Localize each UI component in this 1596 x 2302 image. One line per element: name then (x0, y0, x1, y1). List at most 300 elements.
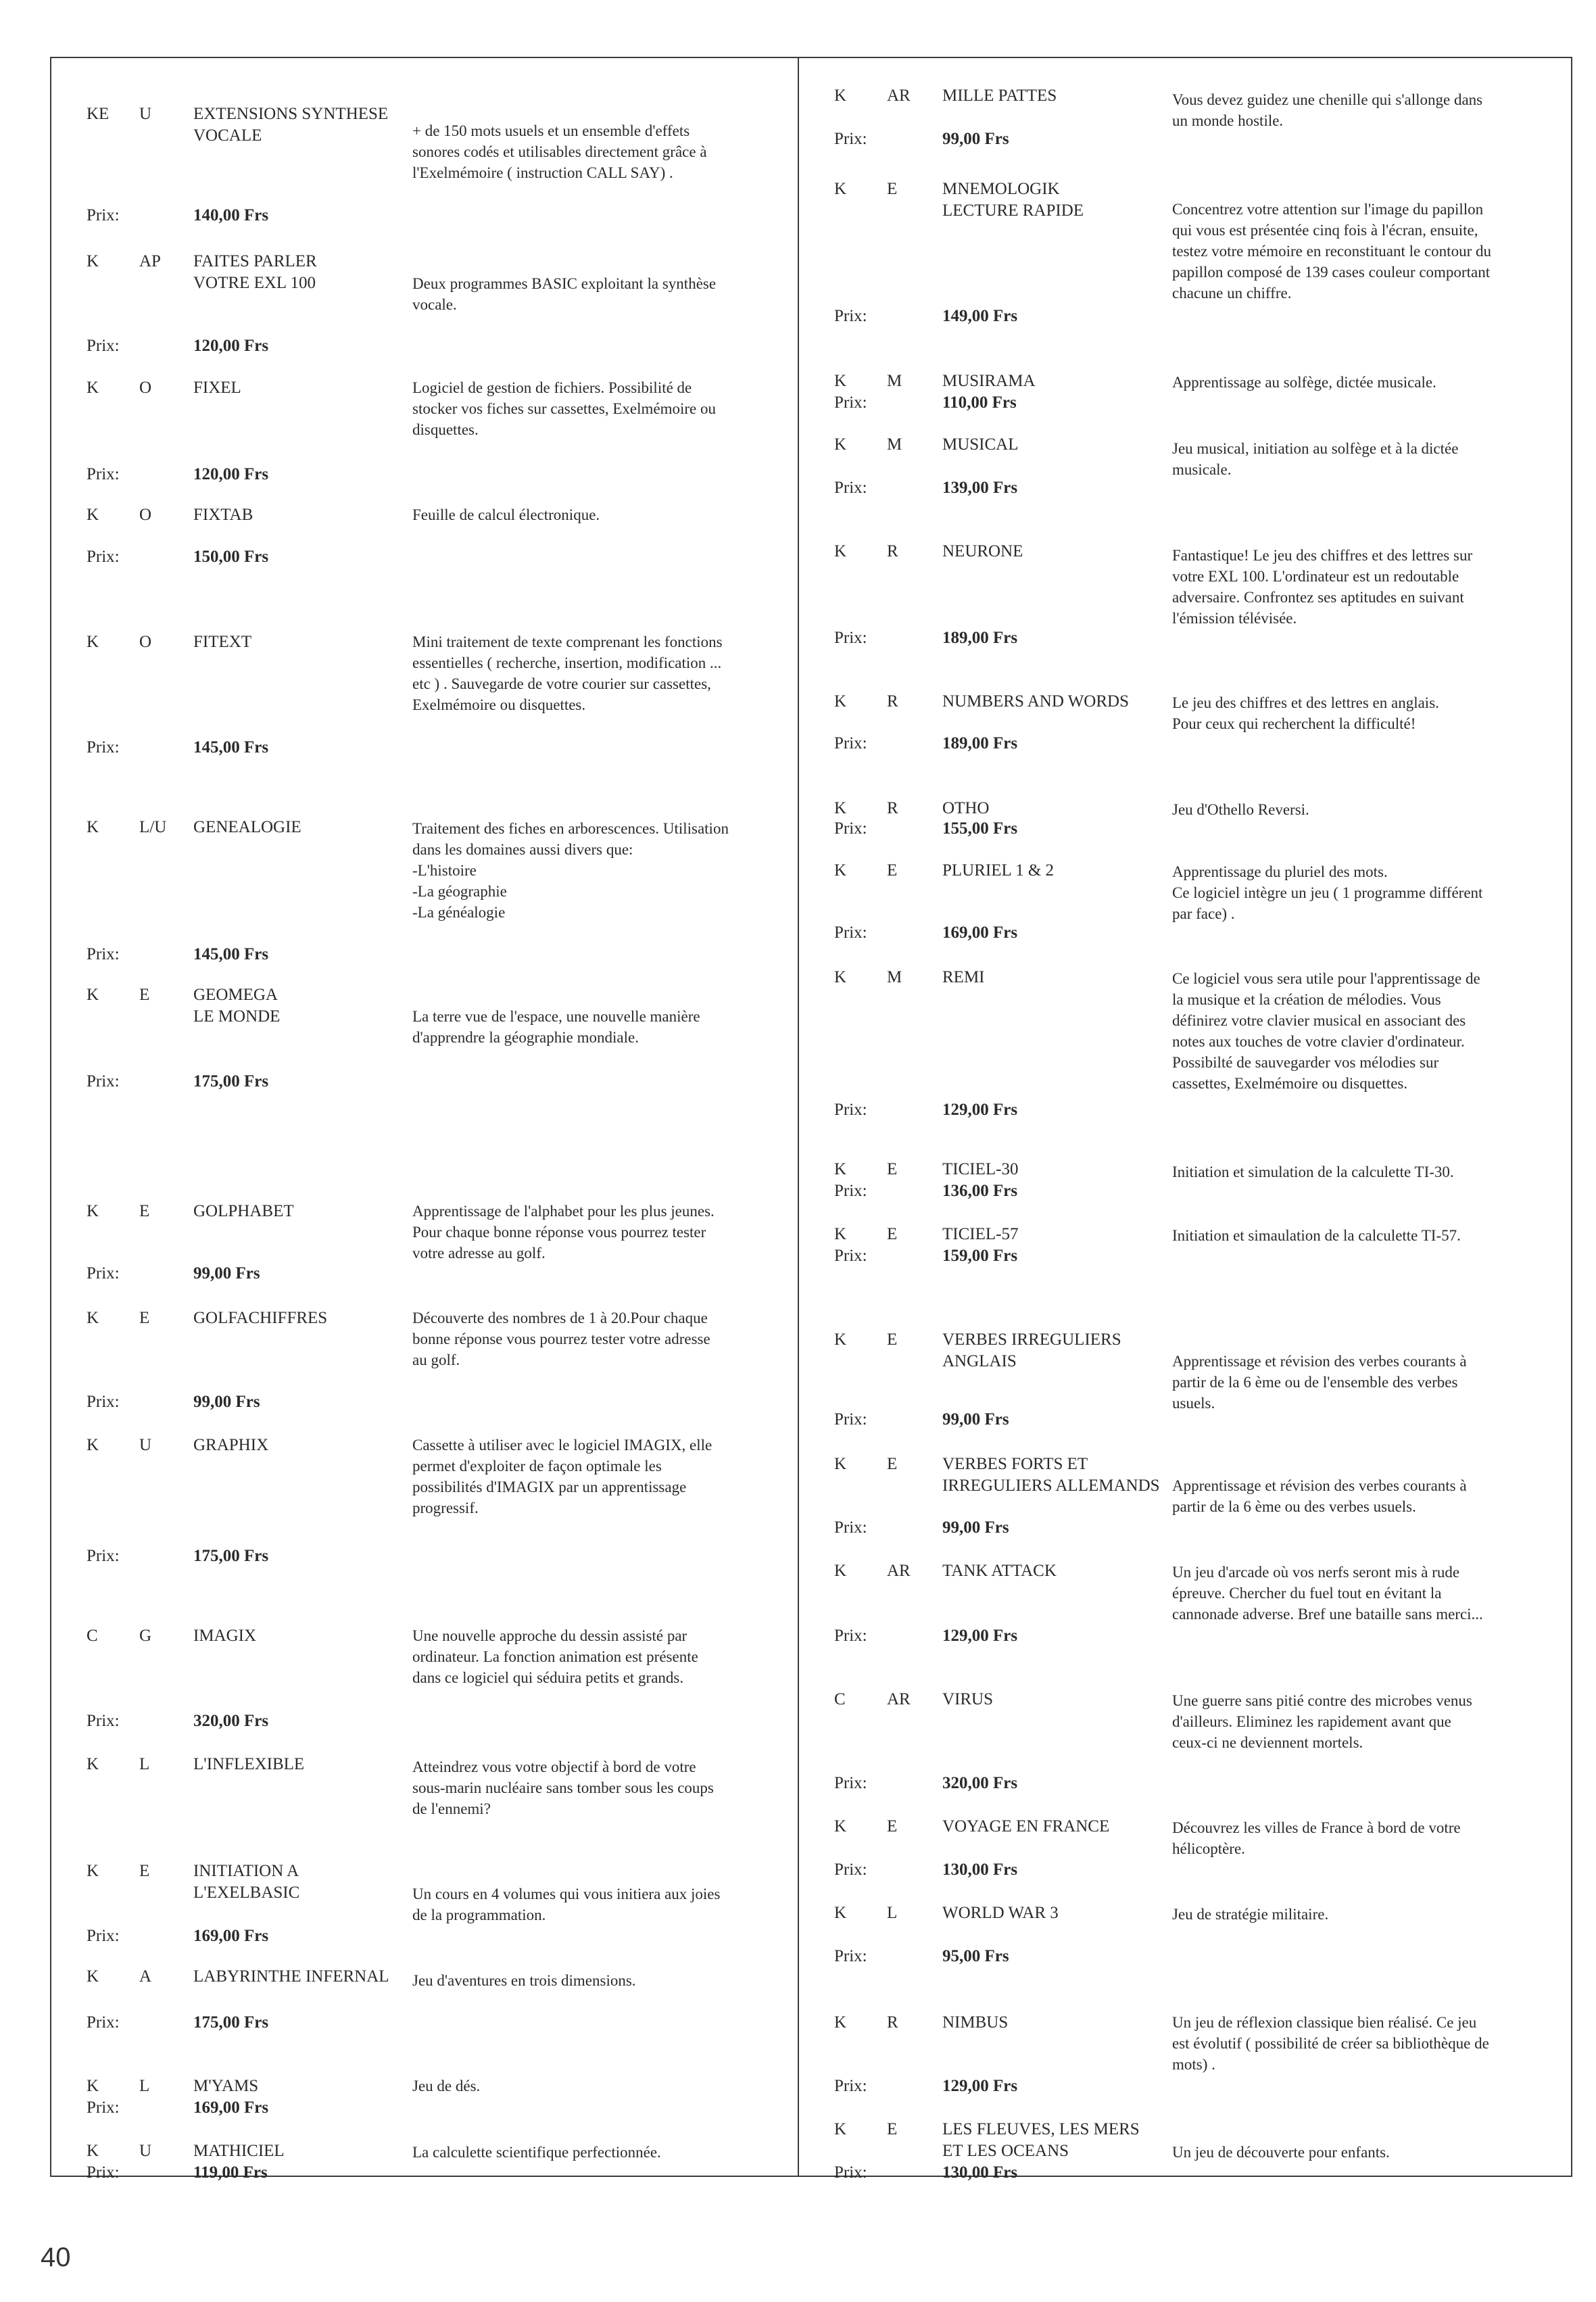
software-title (942, 860, 1054, 882)
description-line: testez votre mémoire en reconstituant le contour du (1172, 243, 1491, 260)
format-code: K (87, 2077, 99, 2095)
format-code: K (834, 861, 847, 880)
software-title-line: VERBES IRREGULIERS (942, 1330, 1121, 1349)
format-code: K (834, 968, 847, 986)
format-code: K (87, 379, 99, 397)
price-value: 175,00 Frs (193, 2013, 269, 2032)
software-title (942, 1689, 993, 1710)
software-title-line: TANK ATTACK (942, 1562, 1057, 1580)
software-title-line: MNEMOLOGIK (942, 180, 1060, 198)
software-title (942, 178, 1084, 222)
format-code: K (834, 799, 847, 817)
format-code: K (834, 2120, 847, 2138)
software-title-line: ET LES OCEANS (942, 2142, 1069, 2160)
price-label: Prix: (834, 1774, 867, 1792)
software-title-line: VOYAGE EN FRANCE (942, 1817, 1110, 1836)
price-value: 136,00 Frs (942, 1182, 1018, 1200)
category-code: E (887, 1817, 898, 1836)
description-line: musicale. (1172, 461, 1232, 478)
description-line: Une guerre sans pitié contre des microbes venus (1172, 1692, 1472, 1709)
description-line: l'émission télévisée. (1172, 610, 1297, 627)
price-value: 189,00 Frs (942, 734, 1018, 752)
price-label: Prix: (87, 1712, 120, 1730)
price-label: Prix: (834, 1627, 867, 1645)
price-value: 130,00 Frs (942, 1861, 1018, 1879)
price-value: 159,00 Frs (942, 1247, 1018, 1265)
description-line: Initiation et simulation de la calculette TI-30. (1172, 1164, 1454, 1180)
category-code: E (139, 986, 150, 1004)
software-title (193, 504, 253, 526)
format-code: K (834, 1904, 847, 1922)
price-label: Prix: (87, 337, 120, 355)
price-label: Prix: (87, 738, 120, 757)
description-line: Concentrez votre attention sur l'image du papillon (1172, 201, 1484, 218)
description-line: adversaire. Confrontez ses aptitudes en suivant (1172, 589, 1464, 606)
format-code: C (87, 1627, 98, 1645)
price-value: 120,00 Frs (193, 465, 269, 483)
software-title-line: M'YAMS (193, 2077, 259, 2095)
description-line: Exelmémoire ou disquettes. (412, 696, 586, 713)
price-value: 169,00 Frs (942, 924, 1018, 942)
price-value: 150,00 Frs (193, 548, 269, 566)
category-code: A (139, 1967, 152, 1986)
description-line: cannonade adverse. Bref une bataille sans merci... (1172, 1606, 1483, 1623)
category-code: E (887, 180, 898, 198)
category-code: R (887, 2013, 898, 2032)
price-label: Prix: (834, 1947, 867, 1965)
software-title-line: TICIEL-30 (942, 1160, 1019, 1178)
price-value: 145,00 Frs (193, 945, 269, 963)
description-line: est évolutif ( possibilité de créer sa bibliothèque de (1172, 2035, 1489, 2052)
price-value: 175,00 Frs (193, 1072, 269, 1090)
description-line: Apprentissage et révision des verbes courants à (1172, 1477, 1467, 1494)
category-code: G (139, 1627, 152, 1645)
price-value: 175,00 Frs (193, 1547, 269, 1565)
price-value: 99,00 Frs (942, 1518, 1009, 1537)
description-line: Jeu musical, initiation au solfège et à la dictée (1172, 440, 1459, 457)
price-label: Prix: (87, 2013, 120, 2032)
software-description (412, 120, 777, 183)
description-line: chacune un chiffre. (1172, 285, 1292, 302)
software-title-line: MUSIRAMA (942, 372, 1036, 390)
price-label: Prix: (87, 206, 120, 224)
software-title-line: NEURONE (942, 542, 1023, 560)
price-label: Prix: (834, 629, 867, 647)
price-label: Prix: (87, 945, 120, 963)
description-line: Possibilté de sauvegarder vos mélodies sur (1172, 1054, 1439, 1071)
price-label: Prix: (834, 479, 867, 497)
software-title-line: FIXTAB (193, 506, 253, 524)
software-title (942, 85, 1057, 107)
price-label: Prix: (834, 2077, 867, 2095)
format-code: K (834, 1817, 847, 1836)
software-description (1172, 438, 1551, 480)
software-title (193, 1861, 299, 1904)
software-title-line: MUSICAL (942, 435, 1019, 454)
software-description (1172, 1904, 1551, 1925)
software-description (1172, 89, 1551, 131)
software-title (193, 2140, 285, 2162)
description-line: stocker vos fiches sur cassettes, Exelmémoire ou (412, 400, 717, 417)
description-line: La terre vue de l'espace, une nouvelle manière (412, 1008, 700, 1025)
catalog-frame (50, 57, 1572, 2182)
description-line: mots) . (1172, 2056, 1215, 2073)
price-value: 169,00 Frs (193, 2099, 269, 2117)
description-line: partir de la 6 ème ou de l'ensemble des verbes (1172, 1374, 1458, 1391)
software-title (193, 631, 251, 653)
price-label: Prix: (87, 548, 120, 566)
software-title (942, 798, 989, 819)
description-line: -La généalogie (412, 904, 506, 921)
price-label: Prix: (834, 1518, 867, 1537)
software-description (412, 1625, 777, 1688)
price-label: Prix: (834, 1182, 867, 1200)
price-value: 99,00 Frs (942, 130, 1009, 148)
software-title (193, 103, 388, 147)
category-code: M (887, 968, 902, 986)
description-line: Apprentissage du pluriel des mots. (1172, 863, 1388, 880)
software-title-line: L'EXELBASIC (193, 1884, 300, 1902)
description-line: Ce logiciel intègre un jeu ( 1 programme différent (1172, 884, 1483, 901)
category-code: AR (887, 87, 911, 105)
description-line: Un cours en 4 volumes qui vous initiera aux joies (412, 1886, 721, 1902)
format-code: K (834, 435, 847, 454)
price-value: 95,00 Frs (942, 1947, 1009, 1965)
software-description (412, 631, 777, 715)
software-title-line: L'INFLEXIBLE (193, 1755, 305, 1773)
software-description (412, 2142, 777, 2163)
category-code: R (887, 692, 898, 711)
description-line: Pour chaque bonne réponse vous pourrez tester (412, 1224, 706, 1241)
price-value: 99,00 Frs (942, 1410, 1009, 1429)
category-code: U (139, 1436, 152, 1454)
software-title-line: FITEXT (193, 633, 252, 651)
software-description (1172, 1475, 1551, 1517)
software-title-line: IRREGULIERS ALLEMANDS (942, 1477, 1160, 1495)
price-value: 320,00 Frs (193, 1712, 269, 1730)
price-label: Prix: (834, 819, 867, 838)
price-value: 320,00 Frs (942, 1774, 1018, 1792)
price-label: Prix: (87, 2099, 120, 2117)
category-code: AR (887, 1562, 911, 1580)
description-line: cassettes, Exelmémoire ou disquettes. (1172, 1075, 1408, 1092)
software-title-line: LABYRINTHE INFERNAL (193, 1967, 389, 1986)
category-code: E (887, 1160, 898, 1178)
description-line: Le jeu des chiffres et des lettres en anglais. (1172, 694, 1439, 711)
software-title (193, 817, 301, 838)
description-line: notes aux touches de votre clavier d'ordinateur. (1172, 1033, 1465, 1050)
price-label: Prix: (87, 465, 120, 483)
software-title-line: NIMBUS (942, 2013, 1009, 2032)
software-title (942, 370, 1036, 392)
description-line: papillon composé de 139 cases couleur comportant (1172, 264, 1491, 281)
category-code: E (139, 1202, 150, 1220)
price-value: 130,00 Frs (942, 2163, 1018, 2182)
software-title-line: LES FLEUVES, LES MERS (942, 2120, 1140, 2138)
category-code: O (139, 633, 152, 651)
category-code: U (139, 2142, 152, 2160)
description-line: Jeu d'aventures en trois dimensions. (412, 1972, 636, 1989)
software-description (1172, 1562, 1551, 1625)
format-code: K (834, 1562, 847, 1580)
description-line: Cassette à utiliser avec le logiciel IMAGIX, elle (412, 1437, 712, 1454)
software-description (412, 1308, 777, 1370)
description-line: progressif. (412, 1500, 479, 1516)
software-title-line: INITIATION A (193, 1862, 299, 1880)
description-line: permet d'exploiter de façon optimale les (412, 1458, 662, 1474)
description-line: usuels. (1172, 1395, 1215, 1412)
price-value: 99,00 Frs (193, 1393, 260, 1411)
software-title (942, 541, 1023, 562)
description-line: qui vous est présentée cinq fois à l'écran, ensuite, (1172, 222, 1478, 239)
description-line: -La géographie (412, 883, 507, 900)
right-column (799, 58, 1574, 2182)
price-value: 189,00 Frs (942, 629, 1018, 647)
description-line: Pour ceux qui recherchent la difficulté! (1172, 715, 1416, 732)
format-code: K (87, 633, 99, 651)
category-code: E (139, 1862, 150, 1880)
software-description (1172, 1690, 1551, 1753)
software-title-line: EXTENSIONS SYNTHESE (193, 105, 389, 123)
software-title-line: VOCALE (193, 126, 262, 145)
software-description (1172, 372, 1551, 393)
software-description (1172, 799, 1551, 820)
format-code: K (87, 1755, 99, 1773)
description-line: Ce logiciel vous sera utile pour l'apprentissage de (1172, 970, 1480, 987)
description-line: partir de la 6 ème ou des verbes usuels. (1172, 1498, 1416, 1515)
description-line: Jeu d'Othello Reversi. (1172, 801, 1309, 818)
format-code: K (87, 2142, 99, 2160)
price-label: Prix: (834, 130, 867, 148)
price-label: Prix: (834, 734, 867, 752)
description-line: de la programmation. (412, 1907, 546, 1923)
description-line: Apprentissage et révision des verbes courants à (1172, 1353, 1467, 1370)
description-line: Un jeu de découverte pour enfants. (1172, 2144, 1390, 2161)
software-title-line: WORLD WAR 3 (942, 1904, 1059, 1922)
category-code: AR (887, 1690, 911, 1708)
software-title (942, 2012, 1008, 2034)
software-title (942, 1454, 1160, 1497)
software-title (193, 251, 317, 294)
format-code: K (87, 506, 99, 524)
software-title-line: PLURIEL 1 & 2 (942, 861, 1055, 880)
description-line: Découvrez les villes de France à bord de votre (1172, 1819, 1461, 1836)
description-line: définirez votre clavier musical en associant des (1172, 1012, 1466, 1029)
software-title (193, 984, 280, 1028)
software-title (193, 1435, 268, 1456)
description-line: Un jeu d'arcade où vos nerfs seront mis à rude (1172, 1564, 1460, 1581)
software-description (412, 1201, 777, 1264)
category-code: E (887, 1225, 898, 1243)
software-description (412, 377, 777, 440)
software-title-line: LECTURE RAPIDE (942, 201, 1084, 220)
software-description (1172, 1351, 1551, 1414)
category-code: M (887, 372, 902, 390)
price-label: Prix: (834, 1410, 867, 1429)
software-description (1172, 2142, 1551, 2163)
description-line: dans ce logiciel qui séduira petits et grands. (412, 1669, 684, 1686)
category-code: M (887, 435, 902, 454)
description-line: vocale. (412, 296, 457, 313)
software-title (942, 1159, 1018, 1180)
price-label: Prix: (87, 1547, 120, 1565)
software-title-line: GOLPHABET (193, 1202, 294, 1220)
software-title-line: REMI (942, 968, 985, 986)
description-line: Fantastique! Le jeu des chiffres et des lettres sur (1172, 547, 1473, 564)
software-description (1172, 1161, 1551, 1182)
description-line: d'apprendre la géographie mondiale. (412, 1029, 639, 1046)
price-value: 110,00 Frs (942, 393, 1017, 412)
description-line: Deux programmes BASIC exploitant la synthèse (412, 275, 717, 292)
description-line: + de 150 mots usuels et un ensemble d'effets (412, 122, 690, 139)
description-line: Découverte des nombres de 1 à 20.Pour chaque (412, 1310, 708, 1326)
format-code: K (834, 1225, 847, 1243)
format-code: K (87, 1436, 99, 1454)
price-label: Prix: (834, 924, 867, 942)
description-line: ceux-ci ne deviennent mortels. (1172, 1734, 1363, 1751)
software-description (1172, 545, 1551, 629)
software-title (193, 1201, 294, 1222)
description-line: par face) . (1172, 905, 1235, 922)
description-line: un monde hostile. (1172, 112, 1284, 129)
format-code: K (834, 1330, 847, 1349)
category-code: O (139, 379, 152, 397)
format-code: K (87, 1967, 99, 1986)
description-line: Atteindrez vous votre objectif à bord de votre (412, 1758, 696, 1775)
software-title-line: MILLE PATTES (942, 87, 1057, 105)
price-label: Prix: (87, 1072, 120, 1090)
format-code: K (87, 986, 99, 1004)
price-value: 140,00 Frs (193, 206, 269, 224)
price-value: 99,00 Frs (193, 1264, 260, 1282)
description-line: Vous devez guidez une chenille qui s'allonge dans (1172, 91, 1483, 108)
description-line: Une nouvelle approche du dessin assisté par (412, 1627, 687, 1644)
category-code: L (887, 1904, 898, 1922)
description-line: hélicoptère. (1172, 1840, 1245, 1857)
software-title-line: FAITES PARLER (193, 252, 317, 270)
software-description (412, 1970, 777, 1991)
software-title (193, 1308, 327, 1329)
price-label: Prix: (834, 1861, 867, 1879)
software-description (1172, 2012, 1551, 2075)
software-title (193, 2076, 258, 2097)
description-line: au golf. (412, 1351, 460, 1368)
category-code: U (139, 105, 152, 123)
category-code: O (139, 506, 152, 524)
description-line: Apprentissage de l'alphabet pour les plus jeunes. (412, 1203, 715, 1220)
software-title-line: OTHO (942, 799, 990, 817)
category-code: E (887, 861, 898, 880)
description-line: votre adresse au golf. (412, 1245, 546, 1262)
price-label: Prix: (87, 1927, 120, 1945)
category-code: AP (139, 252, 161, 270)
software-title-line: ANGLAIS (942, 1352, 1017, 1370)
category-code: L (139, 2077, 150, 2095)
description-line: d'ailleurs. Eliminez les rapidement avant que (1172, 1713, 1451, 1730)
software-description (412, 1756, 777, 1819)
description-line: sous-marin nucléaire sans tomber sous les coups (412, 1779, 714, 1796)
category-code: E (887, 1330, 898, 1349)
description-line: Apprentissage au solfège, dictée musicale. (1172, 374, 1436, 391)
price-value: 169,00 Frs (193, 1927, 269, 1945)
software-description (1172, 861, 1551, 924)
software-title (942, 1902, 1059, 1924)
price-value: 119,00 Frs (193, 2163, 268, 2182)
software-title (942, 691, 1129, 713)
description-line: Mini traitement de texte comprenant les fonctions (412, 633, 723, 650)
format-code: K (834, 87, 847, 105)
category-code: R (887, 542, 898, 560)
price-label: Prix: (834, 1101, 867, 1119)
software-title (193, 1754, 304, 1775)
description-line: possibilités d'IMAGIX par un apprentissage (412, 1479, 687, 1495)
price-label: Prix: (87, 1264, 120, 1282)
format-code: K (87, 252, 99, 270)
category-code: R (887, 799, 898, 817)
software-title (942, 434, 1019, 456)
description-line: La calculette scientifique perfectionnée. (412, 2144, 661, 2161)
category-code: L/U (139, 818, 167, 836)
price-value: 129,00 Frs (942, 1101, 1018, 1119)
price-value: 129,00 Frs (942, 1627, 1018, 1645)
format-code: K (87, 1862, 99, 1880)
format-code: K (834, 542, 847, 560)
software-description (1172, 199, 1551, 304)
category-code: E (887, 1455, 898, 1473)
category-code: E (139, 1309, 150, 1327)
format-code: K (87, 1309, 99, 1327)
description-line: Jeu de stratégie militaire. (1172, 1906, 1329, 1923)
format-code: K (87, 818, 99, 836)
software-title-line: LE MONDE (193, 1007, 281, 1026)
description-line: etc ) . Sauvegarde de votre courier sur cassettes, (412, 675, 711, 692)
description-line: Un jeu de réflexion classique bien réalisé. Ce jeu (1172, 2014, 1477, 2031)
software-title-line: GENEALOGIE (193, 818, 301, 836)
price-label: Prix: (87, 1393, 120, 1411)
software-description (1172, 1817, 1551, 1859)
format-code: K (834, 2013, 847, 2032)
price-label: Prix: (834, 393, 867, 412)
description-line: dans les domaines aussi divers que: (412, 841, 633, 858)
software-title (942, 967, 985, 988)
software-description (1172, 1225, 1551, 1246)
description-line: essentielles ( recherche, insertion, modification ... (412, 654, 722, 671)
format-code: K (834, 692, 847, 711)
software-description (1172, 968, 1551, 1094)
price-value: 155,00 Frs (942, 819, 1018, 838)
software-description (412, 818, 777, 923)
description-line: Feuille de calcul électronique. (412, 506, 600, 523)
software-title (942, 2119, 1140, 2162)
left-column (51, 58, 798, 2182)
price-label: Prix: (834, 2163, 867, 2182)
software-description (412, 504, 777, 525)
software-title (193, 377, 241, 399)
category-code: L (139, 1755, 150, 1773)
software-title (942, 1816, 1109, 1838)
software-description (412, 273, 777, 315)
description-line: sonores codés et utilisables directement grâce à (412, 143, 707, 160)
format-code: K (87, 1202, 99, 1220)
description-line: épreuve. Chercher du fuel tout en évitant la (1172, 1585, 1442, 1602)
software-description (412, 1006, 777, 1048)
software-title-line: FIXEL (193, 379, 241, 397)
software-title-line: IMAGIX (193, 1627, 257, 1645)
software-title-line: VERBES FORTS ET (942, 1455, 1088, 1473)
format-code: K (834, 180, 847, 198)
description-line: Logiciel de gestion de fichiers. Possibilité de (412, 379, 692, 396)
format-code: K (834, 372, 847, 390)
